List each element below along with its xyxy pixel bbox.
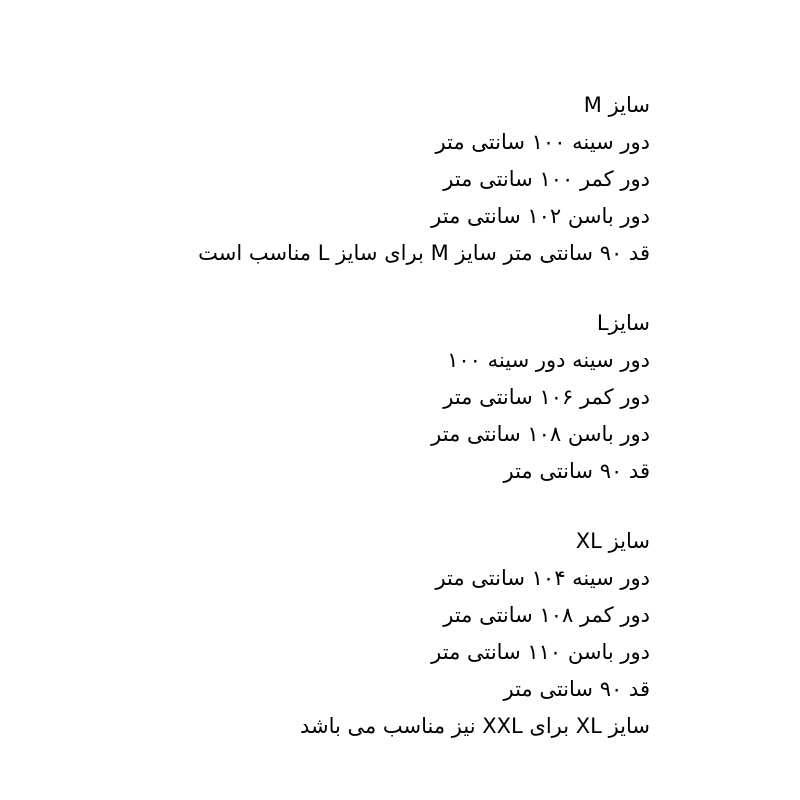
size-l-hip: دور باسن ۱۰۸ سانتی متر [431, 422, 650, 446]
size-m-waist: دور کمر ۱۰۰ سانتی متر [443, 167, 650, 191]
size-xl-section [10, 523, 650, 745]
size-xl-height: قد ۹۰ سانتی متر [503, 677, 650, 701]
size-xl-chest: دور سینه ۱۰۴ سانتی متر [435, 566, 650, 590]
size-m-chest: دور سینه ۱۰۰ سانتی متر [435, 130, 650, 154]
size-l-height: قد ۹۰ سانتی متر [503, 459, 650, 483]
size-m-height-note: قد ۹۰ سانتی متر سایز M برای سایز L مناسب است [198, 241, 650, 265]
size-xl-waist: دور کمر ۱۰۸ سانتی متر [443, 603, 650, 627]
size-l-waist: دور کمر ۱۰۶ سانتی متر [443, 385, 650, 409]
size-xl-fit-note: سایز XL برای XXL نیز مناسب می باشد [299, 714, 650, 738]
size-l-chest: دور سینه دور سینه ۱۰۰ [447, 348, 650, 372]
size-m-section [10, 87, 650, 272]
size-m-hip: دور باسن ۱۰۲ سانتی متر [431, 204, 650, 228]
size-xl-heading: سایز XL [575, 529, 650, 553]
size-l-heading: سایزL [596, 311, 650, 335]
size-chart-document [10, 87, 650, 778]
size-xl-hip: دور باسن ۱۱۰ سانتی متر [431, 640, 650, 664]
size-l-section [10, 305, 650, 490]
size-m-heading: سایز M [583, 93, 650, 117]
